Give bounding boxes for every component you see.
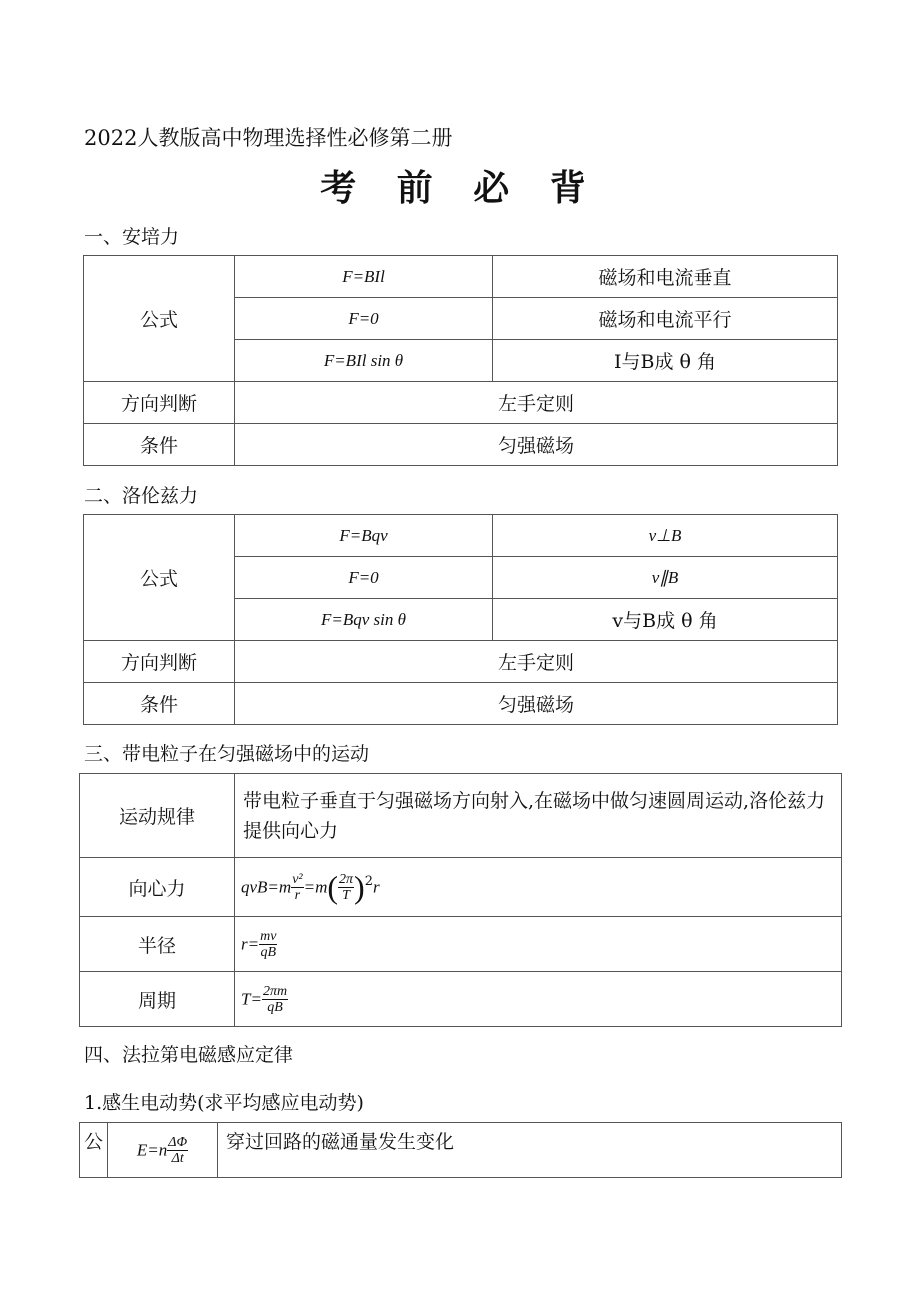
- condition-cell: v与B成 θ 角: [493, 599, 838, 641]
- induction-formula: E=n $\frac{\Delta\Phi}{\Delta t}$: [108, 1123, 218, 1178]
- condition-value: 匀强磁场: [235, 683, 838, 725]
- section-heading-ampere: 一、安培力: [84, 226, 180, 248]
- force-label: 向心力: [80, 858, 235, 917]
- direction-label: 方向判断: [84, 382, 235, 424]
- induction-table: [79, 1122, 842, 1178]
- rule-label: 运动规律: [80, 774, 235, 858]
- section-heading-motion: 三、带电粒子在匀强磁场中的运动: [84, 743, 370, 765]
- formula-cell: F=BIl: [235, 256, 493, 298]
- rule-text: 带电粒子垂直于匀强磁场方向射入,在磁场中做匀速圆周运动,洛伦兹力提供向心力: [235, 774, 842, 858]
- induction-description: 穿过回路的磁通量发生变化: [218, 1123, 842, 1178]
- ampere-table: [83, 255, 838, 466]
- formula-cell: F=Bqv sin θ: [235, 599, 493, 641]
- subsection-heading-induced-emf: 1.感生电动势(求平均感应电动势): [84, 1092, 364, 1114]
- formula-cell: F=Bqv: [235, 515, 493, 557]
- section-heading-faraday: 四、法拉第电磁感应定律: [84, 1044, 294, 1066]
- radius-formula: r= $\frac{mv}{qB}$: [235, 917, 842, 972]
- condition-value: 匀强磁场: [235, 424, 838, 466]
- formula-label: 公式: [84, 256, 235, 382]
- section-heading-lorentz: 二、洛伦兹力: [84, 485, 199, 507]
- lorentz-table: [83, 514, 838, 725]
- condition-label: 条件: [84, 424, 235, 466]
- main-title: 考 前 必 背: [320, 168, 600, 209]
- formula-label: 公式: [84, 515, 235, 641]
- document-title: 2022人教版高中物理选择性必修第二册: [84, 126, 453, 150]
- formula-cell: F=BIl sin θ: [235, 340, 493, 382]
- centripetal-formula: qvB=m $\frac{\text{v²}}{r}$ =m( $\frac{2\pi}{T}$ )$^2$r: [235, 858, 842, 917]
- condition-cell: I与B成 θ 角: [493, 340, 838, 382]
- period-formula: T= $\frac{2\pi m}{qB}$: [235, 972, 842, 1027]
- formula-cell: F=0: [235, 557, 493, 599]
- formula-label: 公: [80, 1123, 108, 1178]
- direction-value: 左手定则: [235, 382, 838, 424]
- direction-label: 方向判断: [84, 641, 235, 683]
- condition-cell: v⊥B: [493, 515, 838, 557]
- radius-label: 半径: [80, 917, 235, 972]
- condition-cell: 磁场和电流平行: [493, 298, 838, 340]
- motion-table: [79, 773, 842, 1027]
- period-label: 周期: [80, 972, 235, 1027]
- condition-label: 条件: [84, 683, 235, 725]
- formula-cell: F=0: [235, 298, 493, 340]
- condition-cell: 磁场和电流垂直: [493, 256, 838, 298]
- condition-cell: v∥B: [493, 557, 838, 599]
- direction-value: 左手定则: [235, 641, 838, 683]
